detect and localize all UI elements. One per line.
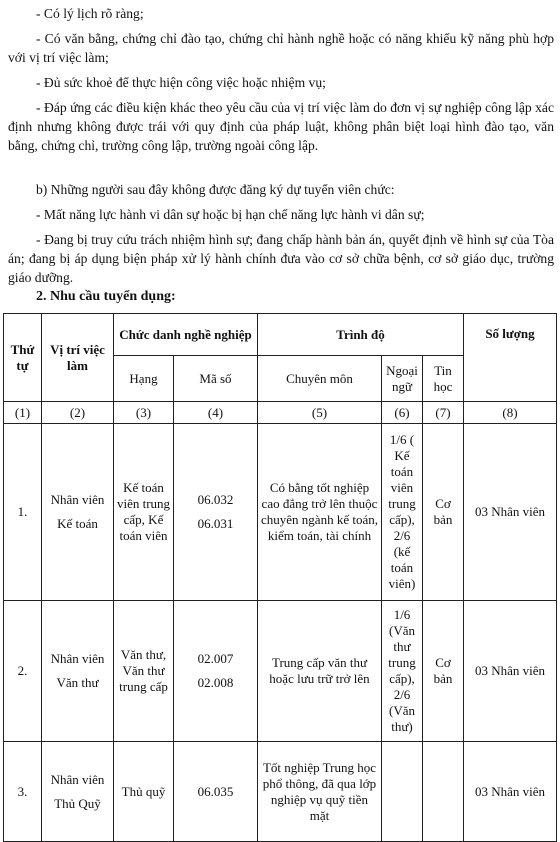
cell-ma-so xyxy=(174,601,258,742)
cell-vi-tri xyxy=(42,424,114,601)
cell-chuyen-mon: Có bằng tốt nghiệp cao đẳng trở lên thuộc chuyên ngành kế toán, kiểm toán, tài chính xyxy=(258,424,382,601)
vi-tri-line2: Thủ Quỹ xyxy=(54,795,101,811)
col-number: (2) xyxy=(42,402,114,424)
cell-ngoai-ngu: 1/6 (Văn thư trung cấp), 2/6 (Văn thư) xyxy=(382,601,423,742)
ma-so-line2: 06.031 xyxy=(197,516,234,531)
paragraph-ly-lich: - Có lý lịch rõ ràng; xyxy=(36,6,144,21)
col-number: (8) xyxy=(464,402,557,424)
cell-so-luong: 03 Nhân viên xyxy=(464,601,557,742)
cell-ngoai-ngu xyxy=(382,742,423,842)
cell-tin-hoc: Cơ bản xyxy=(423,424,464,601)
header-tin-hoc: Tin học xyxy=(423,356,464,402)
cell-tin-hoc: Cơ bản xyxy=(423,601,464,742)
header-chuc-danh: Chức danh nghề nghiệp xyxy=(114,314,258,356)
column-number-row xyxy=(4,402,557,424)
header-ma-so: Mã số xyxy=(174,356,258,402)
paragraph-mat-nang-luc: - Mất năng lực hành vi dân sự hoặc bị hạn chế năng lực hành vi dân sự; xyxy=(36,207,425,222)
header-hang: Hạng xyxy=(114,356,174,402)
cell-chuyen-mon: Tốt nghiệp Trung học phổ thông, đã qua lớp nghiệp vụ quỹ tiền mặt xyxy=(258,742,382,842)
cell-hang: Kế toán viên trung cấp, Kế toán viên xyxy=(114,424,174,601)
cell-so-luong: 03 Nhân viên xyxy=(464,424,557,601)
vi-tri-line1: Nhân viên xyxy=(50,771,105,787)
cell-hang: Văn thư, Văn thư trung cấp xyxy=(114,601,174,742)
table-header-row-1 xyxy=(4,314,557,356)
cell-so-luong: 03 Nhân viên xyxy=(464,742,557,842)
ma-so-line2: 02.008 xyxy=(197,675,234,690)
header-so-luong: Số lượng xyxy=(464,314,557,402)
col-number: (5) xyxy=(258,402,382,424)
table-row xyxy=(4,742,557,842)
col-number: (1) xyxy=(4,402,42,424)
vi-tri-line2: Văn thư xyxy=(56,675,99,690)
vi-tri-line1: Nhân viên xyxy=(50,492,105,507)
cell-ma-so xyxy=(174,424,258,601)
header-stt: Thứ tự xyxy=(4,314,42,402)
vi-tri-line2: Kế toán xyxy=(57,516,98,531)
cell-stt: 3. xyxy=(4,742,42,842)
ma-so-line1: 06.035 xyxy=(197,783,234,799)
ma-so-line1: 06.032 xyxy=(197,492,234,507)
paragraph-dieu-kien-khac: - Đáp ứng các điều kiện khác theo yêu cầu của vị trí việc làm do đơn vị sự nghiệp công lập xác định nhưng không được trái với quy định của pháp luật, không phân biệt loại hình đào tạo, văn bằng, chứng chỉ, trường công lập, trường ngoài công lập. xyxy=(8,100,554,153)
table-row xyxy=(4,424,557,601)
recruitment-table xyxy=(3,313,557,842)
col-number: (3) xyxy=(114,402,174,424)
cell-vi-tri xyxy=(42,742,114,842)
cell-stt: 1. xyxy=(4,424,42,601)
vi-tri-line1: Nhân viên xyxy=(50,651,105,666)
col-number: (7) xyxy=(423,402,464,424)
paragraph-truy-cuu: - Đang bị truy cứu trách nhiệm hình sự; đang chấp hành bản án, quyết định về hình sự của Tòa án; đang bị áp dụng biện pháp xử lý hành chính đưa vào cơ sở chữa bệnh, cơ sở giáo dục, trường giáo dưỡng. xyxy=(8,232,554,285)
cell-vi-tri xyxy=(42,601,114,742)
cell-ma-so xyxy=(174,742,258,842)
cell-stt: 2. xyxy=(4,601,42,742)
col-number: (4) xyxy=(174,402,258,424)
paragraph-khong-duoc-dang-ky: b) Những người sau đây không được đăng ký dự tuyển viên chức: xyxy=(36,182,395,197)
cell-hang: Thủ quỹ xyxy=(114,742,174,842)
header-vi-tri: Vị trí việc làm xyxy=(42,314,114,402)
section-heading: 2. Nhu cầu tuyển dụng: xyxy=(36,289,176,304)
paragraph-suc-khoe: - Đủ sức khoẻ để thực hiện công việc hoặc nhiệm vụ; xyxy=(36,75,326,90)
header-chuyen-mon: Chuyên môn xyxy=(258,356,382,402)
col-number: (6) xyxy=(382,402,423,424)
header-ngoai-ngu: Ngoại ngữ xyxy=(382,356,423,402)
cell-tin-hoc xyxy=(423,742,464,842)
table-row xyxy=(4,601,557,742)
paragraph-van-bang: - Có văn bằng, chứng chỉ đào tạo, chứng chỉ hành nghề hoặc có năng khiếu kỹ năng phù hợp với vị trí việc làm; xyxy=(8,31,554,65)
cell-chuyen-mon: Trung cấp văn thư hoặc lưu trữ trở lên xyxy=(258,601,382,742)
cell-ngoai-ngu: 1/6 ( Kế toán viên trung cấp), 2/6 (kế toán viên) xyxy=(382,424,423,601)
ma-so-line1: 02.007 xyxy=(197,651,234,666)
header-trinh-do: Trình độ xyxy=(258,314,464,356)
